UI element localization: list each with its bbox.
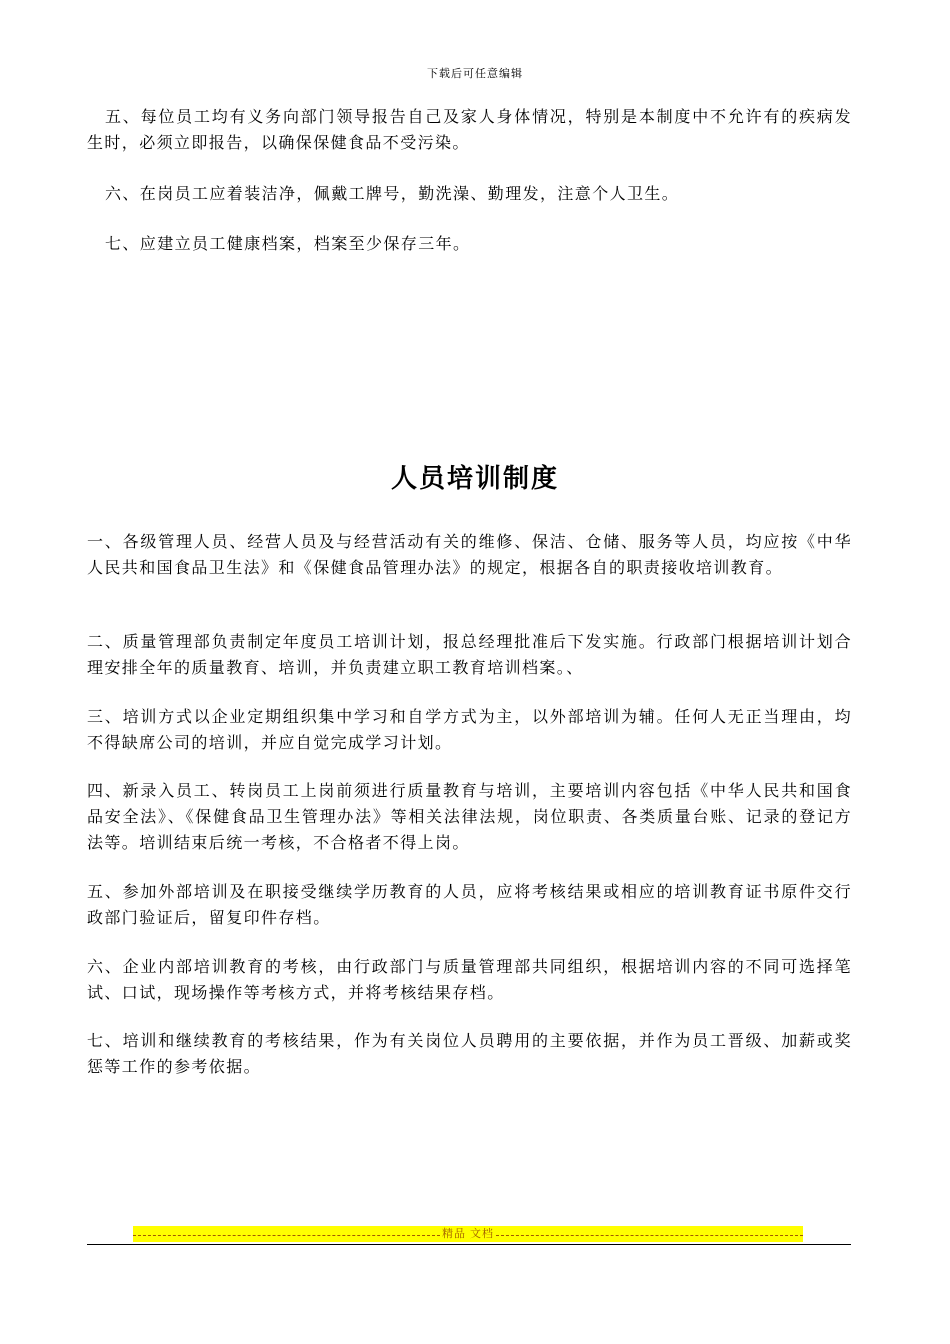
page-header-note: 下载后可任意编辑 bbox=[427, 67, 523, 80]
footer-banner bbox=[133, 1226, 803, 1242]
footer-rule bbox=[87, 1244, 851, 1245]
footer-dash-left bbox=[133, 1227, 440, 1236]
health-rule-6: 六、在岗员工应着装洁净，佩戴工牌号，勤洗澡、勤理发，注意个人卫生。 bbox=[105, 184, 680, 203]
footer-dash-right bbox=[496, 1227, 803, 1236]
training-rule-2: 二、质量管理部负责制定年度员工培训计划，报总经理批准后下发实施。行政部门根据培训计划合理安排全年的质量教育、培训，并负责建立职工教育培训档案。、 bbox=[87, 632, 852, 677]
training-rule-4: 四、新录入员工、转岗员工上岗前须进行质量教育与培训，主要培训内容包括《中华人民共和国食品安全法》、《保健食品卫生管理办法》等相关法律法规，岗位职责、各类质量台账、记录的登记方法等。培训结束后统一考核，不合格者不得上岗。 bbox=[87, 781, 852, 852]
health-rule-5: 五、每位员工均有义务向部门领导报告自己及家人身体情况，特别是本制度中不允许有的疾病发生时，必须立即报告，以确保保健食品不受污染。 bbox=[87, 107, 852, 152]
training-rule-3: 三、培训方式以企业定期组织集中学习和自学方式为主，以外部培训为辅。任何人无正当理由，均不得缺席公司的培训，并应自觉完成学习计划。 bbox=[87, 707, 852, 752]
training-rule-5: 五、参加外部培训及在职接受继续学历教育的人员，应将考核结果或相应的培训教育证书原件交行政部门验证后，留复印件存档。 bbox=[87, 882, 852, 927]
training-rule-7: 七、培训和继续教育的考核结果，作为有关岗位人员聘用的主要依据，并作为员工晋级、加薪或奖惩等工作的参考依据。 bbox=[87, 1031, 852, 1076]
section-title: 人员培训制度 bbox=[390, 464, 559, 494]
health-rule-7: 七、应建立员工健康档案，档案至少保存三年。 bbox=[105, 234, 471, 253]
training-rule-6: 六、企业内部培训教育的考核，由行政部门与质量管理部共同组织，根据培训内容的不同可选择笔试、口试，现场操作等考核方式，并将考核结果存档。 bbox=[87, 957, 852, 1002]
footer-label: 精品 文档 bbox=[441, 1228, 495, 1240]
training-rule-1: 一、各级管理人员、经营人员及与经营活动有关的维修、保洁、仓储、服务等人员，均应按《中华人民共和国食品卫生法》和《保健食品管理办法》的规定，根据各自的职责接收培训教育。 bbox=[87, 532, 852, 577]
